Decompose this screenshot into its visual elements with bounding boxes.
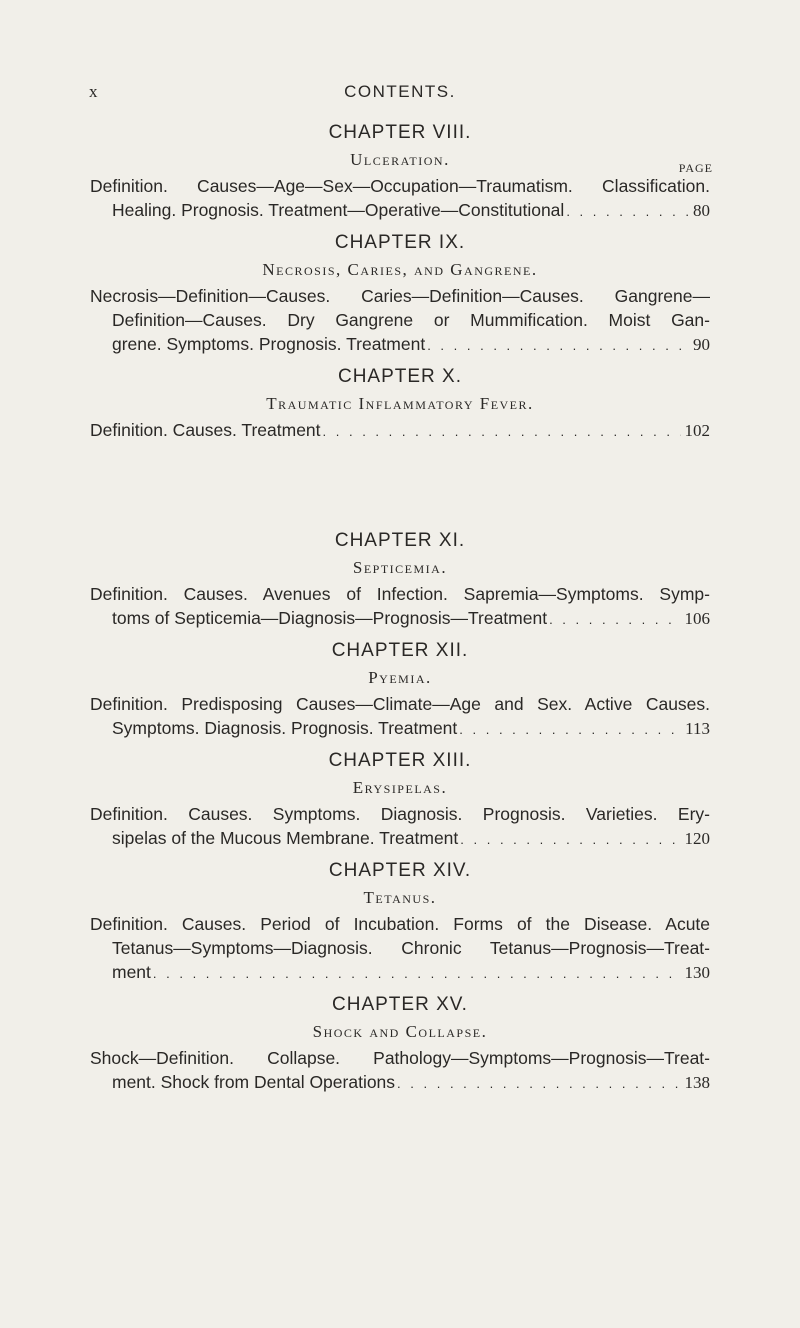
entry-line-text: sipelas of the Mucous Membrane. Treatment — [112, 828, 459, 848]
chapter-heading: CHAPTER X. — [337, 366, 463, 387]
chapter-subtitle: Pyemia. — [368, 668, 432, 687]
chapter-heading: CHAPTER IX. — [334, 232, 466, 253]
chapter-x — [0, 364, 800, 442]
chapter-xv — [0, 992, 800, 1094]
chapter-heading: CHAPTER XII. — [331, 640, 469, 661]
entry-last-line — [112, 960, 710, 984]
running-head — [0, 82, 800, 106]
entry-line: Shock—Definition. Collapse. Pathology—Symptoms—Prognosis—Treat- — [90, 1048, 710, 1068]
chapter-heading: CHAPTER XI. — [334, 530, 466, 551]
chapter-subtitle — [0, 146, 800, 174]
entry-page-number: 90 — [693, 335, 710, 354]
chapter-viii — [0, 120, 800, 222]
entry-line-text: grene. Symptoms. Prognosis. Treatment — [112, 334, 426, 354]
chapter-subtitle: Shock and Collapse. — [312, 1022, 488, 1041]
entry-line: Definition. Causes. Symptoms. Diagnosis. Prognosis. Varieties. Ery- — [90, 804, 711, 824]
chapter-subtitle-text: Ulceration. — [350, 150, 450, 169]
chapter-xii — [0, 638, 800, 740]
chapter-heading: CHAPTER VIII. — [328, 122, 472, 143]
entry-last-line — [112, 198, 710, 222]
page-column-label: PAGE — [678, 161, 713, 175]
chapter-subtitle: Erysipelas. — [352, 778, 448, 797]
entry-page-number: 130 — [684, 963, 710, 982]
entry-line: Definition. Causes—Age—Sex—Occupation—Traumatism. Classification. — [90, 176, 710, 196]
chapter-subtitle: Septicemia. — [352, 558, 448, 577]
entry-last-line — [112, 826, 710, 850]
entry-line-text: Definition. Causes. Treatment — [90, 420, 321, 440]
chapter-subtitle: Tetanus. — [363, 888, 437, 907]
entry-line-text: toms of Septicemia—Diagnosis—Prognosis—Treatment — [112, 608, 548, 628]
entry-line-text: ment — [112, 962, 151, 982]
dot-leader — [323, 420, 681, 444]
entry-page-number: 138 — [684, 1073, 710, 1092]
entry-page-number: 113 — [685, 719, 710, 738]
chapter-xi — [0, 528, 800, 630]
entry-line: Definition. Causes. Period of Incubation. Forms of the Disease. Acute — [90, 914, 711, 934]
dot-leader — [427, 334, 689, 358]
entry-page-number: 120 — [684, 829, 710, 848]
entry-line-text: ment. Shock from Dental Operations — [112, 1072, 396, 1092]
chapter-heading: CHAPTER XIV. — [328, 860, 472, 881]
entry-last-line — [112, 606, 710, 630]
entry-line: Definition. Causes. Avenues of Infection. Sapremia—Symptoms. Symp- — [90, 584, 710, 604]
page-number-roman: x — [89, 82, 99, 101]
entry-page-number: 106 — [684, 609, 710, 628]
chapter-xiii — [0, 748, 800, 850]
entry-line-text: Symptoms. Diagnosis. Prognosis. Treatment — [112, 718, 458, 738]
chapter-xiv — [0, 858, 800, 984]
entry-line: Definition—Causes. Dry Gangrene or Mummification. Moist Gan- — [112, 310, 710, 330]
dot-leader — [397, 1072, 680, 1096]
entry-page-number: 102 — [684, 421, 710, 440]
chapter-ix — [0, 230, 800, 356]
entry-last-line — [112, 716, 710, 740]
entry-line-text: Healing. Prognosis. Treatment—Operative—Constitutional — [112, 200, 565, 220]
entry-line: Necrosis—Definition—Causes. Caries—Definition—Causes. Gangrene— — [90, 286, 710, 306]
chapter-subtitle: Necrosis, Caries, and Gangrene. — [262, 260, 538, 279]
entry-page-number: 80 — [693, 201, 710, 220]
entry-last-line — [112, 332, 710, 356]
dot-leader — [460, 828, 680, 852]
entry-last-line — [112, 1070, 710, 1094]
dot-leader — [549, 608, 680, 632]
chapter-subtitle: Traumatic Inflammatory Fever. — [266, 394, 534, 413]
running-title: CONTENTS. — [344, 82, 456, 101]
chapter-heading: CHAPTER XV. — [332, 994, 468, 1015]
entry-line: Tetanus—Symptoms—Diagnosis. Chronic Tetanus—Prognosis—Treat- — [112, 938, 710, 958]
entry-line: Definition. Predisposing Causes—Climate—Age and Sex. Active Causes. — [90, 694, 711, 714]
chapter-heading: CHAPTER XIII. — [328, 750, 472, 771]
entry-last-line — [90, 418, 710, 442]
dot-leader — [153, 962, 681, 986]
dot-leader — [459, 718, 681, 742]
dot-leader — [566, 200, 689, 224]
